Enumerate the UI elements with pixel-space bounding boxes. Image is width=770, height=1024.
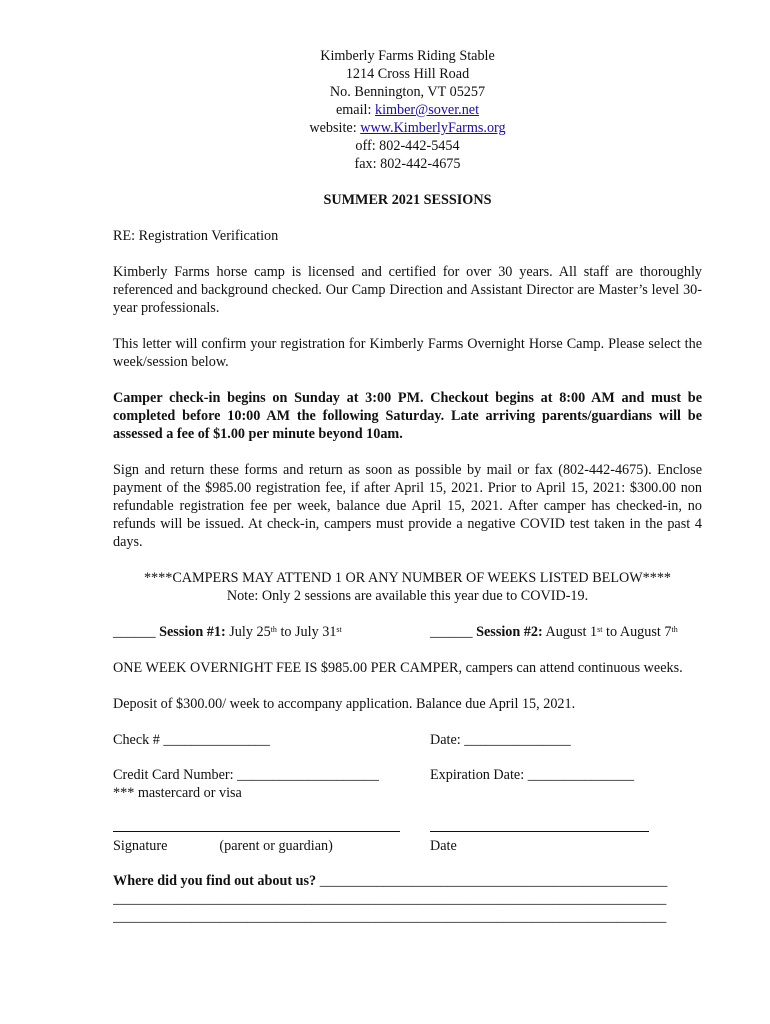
letterhead xyxy=(113,47,702,173)
email-label: email: xyxy=(335,102,375,118)
signature-date-label: Date xyxy=(430,838,457,854)
session-2-end-sup: th xyxy=(671,625,678,634)
street-address: 1214 Cross Hill Road xyxy=(345,66,470,82)
confirm-paragraph: This letter will confirm your registration for Kimberly Farms Overnight Horse Camp. Please select the week/session below. xyxy=(113,336,702,370)
session-2-blank: ______ xyxy=(430,624,477,640)
session-2-end: to August 7 xyxy=(602,624,672,640)
signature-lines xyxy=(113,831,702,832)
check-row xyxy=(113,731,702,749)
covid-note: Note: Only 2 sessions are available this year due to COVID-19. xyxy=(226,588,589,604)
sessions-row xyxy=(113,623,702,641)
check-number-field[interactable]: Check # _______________ xyxy=(113,732,270,748)
attend-notice: ****CAMPERS MAY ATTEND 1 OR ANY NUMBER OF WEEKS LISTED BELOW**** xyxy=(143,570,672,586)
check-date-field[interactable]: Date: _______________ xyxy=(430,732,571,748)
session-1-label: Session #1: xyxy=(159,624,226,640)
payment-paragraph: Sign and return these forms and return as soon as possible by mail or fax (802-442-4675). Enclose payment of the $985.00 registration fee, if after April 15, 2021. Prior to April 15, 2021: $300.00 non refundable registration fee per week, balance due April 15, 2021. After camper has checked-in, no refunds will be issued. At check-in, campers must provide a negative COVID test taken in the past 4 days. xyxy=(113,462,702,550)
session-1-end: to July 31 xyxy=(276,624,337,640)
referral-blank: _________________________________________________ xyxy=(316,873,668,889)
signature-date-line[interactable] xyxy=(430,831,649,832)
document-title: SUMMER 2021 SESSIONS xyxy=(323,192,492,208)
website-line xyxy=(113,119,702,137)
letter-document xyxy=(113,47,702,926)
referral-blank-line-1[interactable]: ______________________________________________________________________________ xyxy=(113,891,667,907)
expiration-date-field[interactable]: Expiration Date: _______________ xyxy=(430,767,635,783)
session-2[interactable] xyxy=(430,623,702,641)
session-1[interactable] xyxy=(113,623,430,641)
website-label: website: xyxy=(309,120,361,136)
session-1-start-sup: th xyxy=(270,625,277,634)
email-link[interactable]: kimber@sover.net xyxy=(374,102,480,118)
checkin-paragraph: Camper check-in begins on Sunday at 3:00 PM. Checkout begins at 8:00 AM and must be completed before 10:00 AM the following Saturday. Late arriving parents/guardians will be assessed a fee of $1.00 per minute beyond 10am. xyxy=(113,390,702,442)
session-1-start: July 25 xyxy=(225,624,271,640)
signature-labels xyxy=(113,837,702,855)
re-line: RE: Registration Verification xyxy=(113,228,279,244)
card-types-note: *** mastercard or visa xyxy=(113,785,242,801)
license-paragraph: Kimberly Farms horse camp is licensed and certified for over 30 years. All staff are thoroughly referenced and background checked. Our Camp Direction and Assistant Director are Master’s level 30-year professionals. xyxy=(113,264,702,316)
office-phone: off: 802-442-5454 xyxy=(355,138,460,154)
referral-row[interactable] xyxy=(113,872,702,890)
session-2-label: Session #2: xyxy=(476,624,543,640)
referral-question: Where did you find out about us? xyxy=(113,873,317,889)
credit-card-field[interactable]: Credit Card Number: ____________________ xyxy=(113,767,379,783)
session-1-end-sup: st xyxy=(336,625,342,634)
signature-label: Signature xyxy=(113,838,168,854)
business-name: Kimberly Farms Riding Stable xyxy=(320,48,495,64)
website-link[interactable]: www.KimberlyFarms.org xyxy=(360,120,506,136)
signature-line[interactable] xyxy=(113,831,400,832)
referral-blank-line-2[interactable]: ______________________________________________________________________________ xyxy=(113,909,667,925)
signature-label-group xyxy=(113,837,430,855)
fee-line: ONE WEEK OVERNIGHT FEE IS $985.00 PER CAMPER, campers can attend continuous weeks. xyxy=(113,660,683,676)
credit-card-row xyxy=(113,766,702,784)
city-state-zip: No. Bennington, VT 05257 xyxy=(329,84,486,100)
signature-note: (parent or guardian) xyxy=(219,838,333,854)
email-line xyxy=(113,101,702,119)
session-1-blank: ______ xyxy=(113,624,160,640)
fax-number: fax: 802-442-4675 xyxy=(354,156,461,172)
session-2-start: August 1 xyxy=(542,624,598,640)
deposit-line: Deposit of $300.00/ week to accompany application. Balance due April 15, 2021. xyxy=(113,696,576,712)
session-2-start-sup: st xyxy=(597,625,603,634)
